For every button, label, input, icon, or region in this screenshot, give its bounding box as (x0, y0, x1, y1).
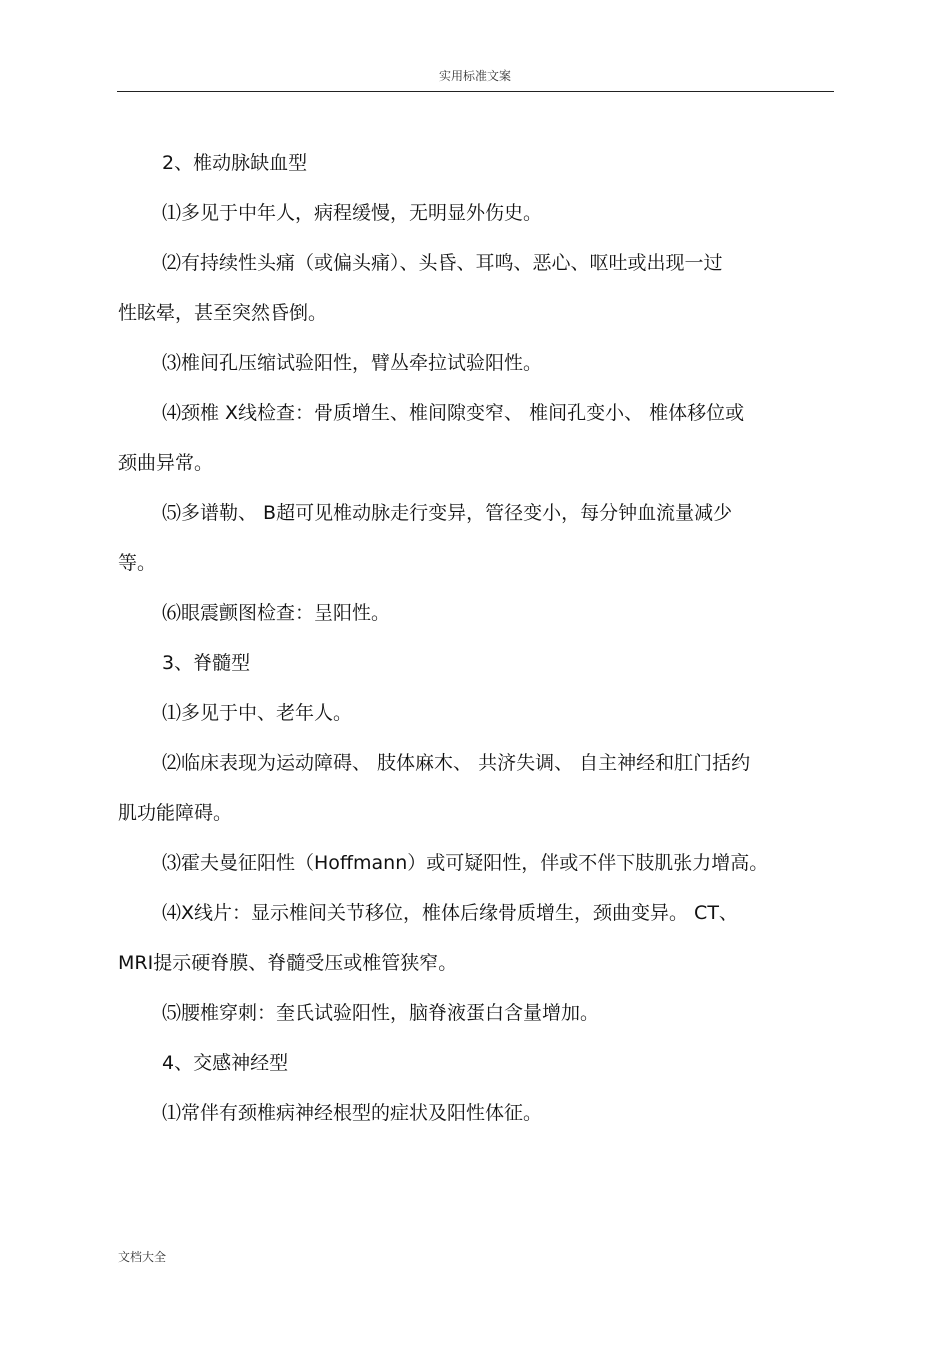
body-line: ⑴多见于中年人，病程缓慢，无明显外伤史。 (162, 202, 543, 224)
page-footer-label: 文档大全 (118, 1250, 167, 1264)
body-line: ⑹眼震颤图检查：呈阳性。 (162, 602, 391, 624)
body-line: 颈曲异常。 (118, 452, 214, 474)
body-line: 等。 (118, 552, 157, 574)
body-line: ⑷X线片：显示椎间关节移位，椎体后缘骨质增生，颈曲变异。 CT、 (162, 902, 738, 924)
heading-vertebral-artery-type: 2、椎动脉缺血型 (162, 152, 308, 174)
body-line: ⑵临床表现为运动障碍、 肢体麻木、 共济失调、 自主神经和肛门括约 (162, 752, 751, 774)
body-line: 肌功能障碍。 (118, 802, 233, 824)
page-header-title: 实用标准文案 (438, 69, 511, 83)
heading-spinal-cord-type: 3、脊髓型 (162, 652, 251, 674)
header-divider (117, 91, 834, 92)
body-line: ⑶椎间孔压缩试验阳性，臂丛牵拉试验阳性。 (162, 352, 543, 374)
body-line: ⑵有持续性头痛（或偏头痛）、头昏、耳鸣、恶心、呕吐或出现一过 (162, 252, 723, 274)
body-line: ⑸多谱勒、 B超可见椎动脉走行变异，管径变小，每分钟血流量减少 (162, 502, 733, 524)
heading-sympathetic-type: 4、交感神经型 (162, 1052, 289, 1074)
body-line: 性眩晕，甚至突然昏倒。 (118, 302, 328, 324)
body-line: ⑴常伴有颈椎病神经根型的症状及阳性体征。 (162, 1102, 543, 1124)
document-body (118, 138, 818, 1138)
body-line: MRI提示硬脊膜、脊髓受压或椎管狭窄。 (118, 952, 458, 974)
body-line: ⑴多见于中、老年人。 (162, 702, 353, 724)
body-line: ⑸腰椎穿刺：奎氏试验阳性，脑脊液蛋白含量增加。 (162, 1002, 600, 1024)
body-line: ⑶霍夫曼征阳性（Hoffmann）或可疑阳性，伴或不伴下肢肌张力增高。 (162, 852, 769, 874)
body-line: ⑷颈椎 X线检查：骨质增生、椎间隙变窄、 椎间孔变小、 椎体移位或 (162, 402, 745, 424)
